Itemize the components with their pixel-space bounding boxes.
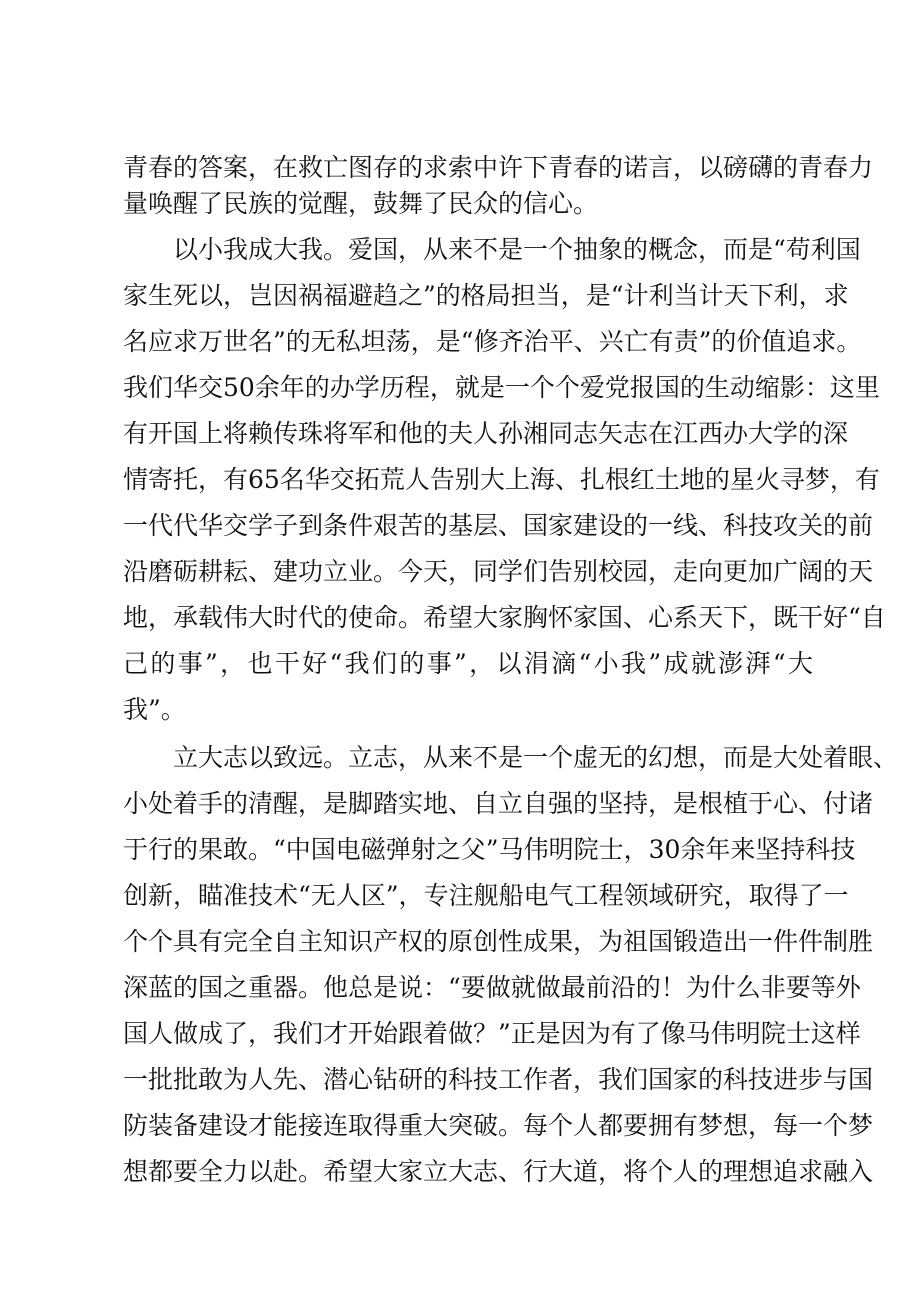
text-line: 地，承载伟大时代的使命。希望大家胸怀家国、心系天下，既干好“自 xyxy=(123,603,886,632)
text-line: 国人做成了，我们才开始跟着做？”正是因为有了像马伟明院士这样 xyxy=(123,1019,861,1048)
text-line: 一代代华交学子到条件艰苦的基层、国家建设的一线、科技攻关的前 xyxy=(123,511,874,540)
text-line: 量唤醒了民族的觉醒，鼓舞了民众的信心。 xyxy=(123,189,599,218)
text-line: 防装备建设才能接连取得重大突破。每个人都要拥有梦想，每一个梦 xyxy=(123,1111,874,1140)
text-line: 名应求万世名”的无私坦荡，是“修齐治平、兴亡有责”的价值追求。 xyxy=(123,327,862,356)
text-line: 以小我成大我。爱国，从来不是一个抽象的概念，而是“苟利国 xyxy=(173,235,861,264)
text-line: 创新，瞄准技术“无人区”，专注舰船电气工程领域研究，取得了一 xyxy=(123,881,849,910)
text-line: 于行的果敢。“中国电磁弹射之父”马伟明院士，30余年来坚持科技 xyxy=(123,835,856,864)
text-line: 青春的答案，在救亡图存的求索中许下青春的诺言，以磅礴的青春力 xyxy=(123,153,874,182)
text-line: 家生死以，岂因祸福避趋之”的格局担当，是“计利当计天下利，求 xyxy=(123,281,849,310)
text-line: 想都要全力以赴。希望大家立大志、行大道，将个人的理想追求融入 xyxy=(123,1157,874,1186)
text-line: 我”。 xyxy=(123,695,186,724)
text-line: 有开国上将赖传珠将军和他的夫人孙湘同志矢志在江西办大学的深 xyxy=(123,419,849,448)
text-line: 我们华交50余年的办学历程，就是一个个爱党报国的生动缩影：这里 xyxy=(123,373,880,402)
text-line: 一批批敢为人先、潜心钻研的科技工作者，我们国家的科技进步与国 xyxy=(123,1065,874,1094)
text-line: 个个具有完全自主知识产权的原创性成果，为祖国锻造出一件件制胜 xyxy=(123,927,874,956)
text-line: 沿磨砺耕耘、建功立业。今天，同学们告别校园，走向更加广阔的天 xyxy=(123,557,874,586)
text-line: 小处着手的清醒，是脚踏实地、自立自强的坚持，是根植于心、付诸 xyxy=(123,789,874,818)
text-line: 情寄托，有65名华交拓荒人告别大上海、扎根红土地的星火寻梦，有 xyxy=(123,465,880,494)
text-line: 己的事”，也干好“我们的事”，以涓滴“小我”成就澎湃“大 xyxy=(123,649,813,678)
text-line: 立大志以致远。立志，从来不是一个虚无的幻想，而是大处着眼、 xyxy=(173,743,899,772)
text-line: 深蓝的国之重器。他总是说：“要做就做最前沿的！为什么非要等外 xyxy=(123,973,861,1002)
